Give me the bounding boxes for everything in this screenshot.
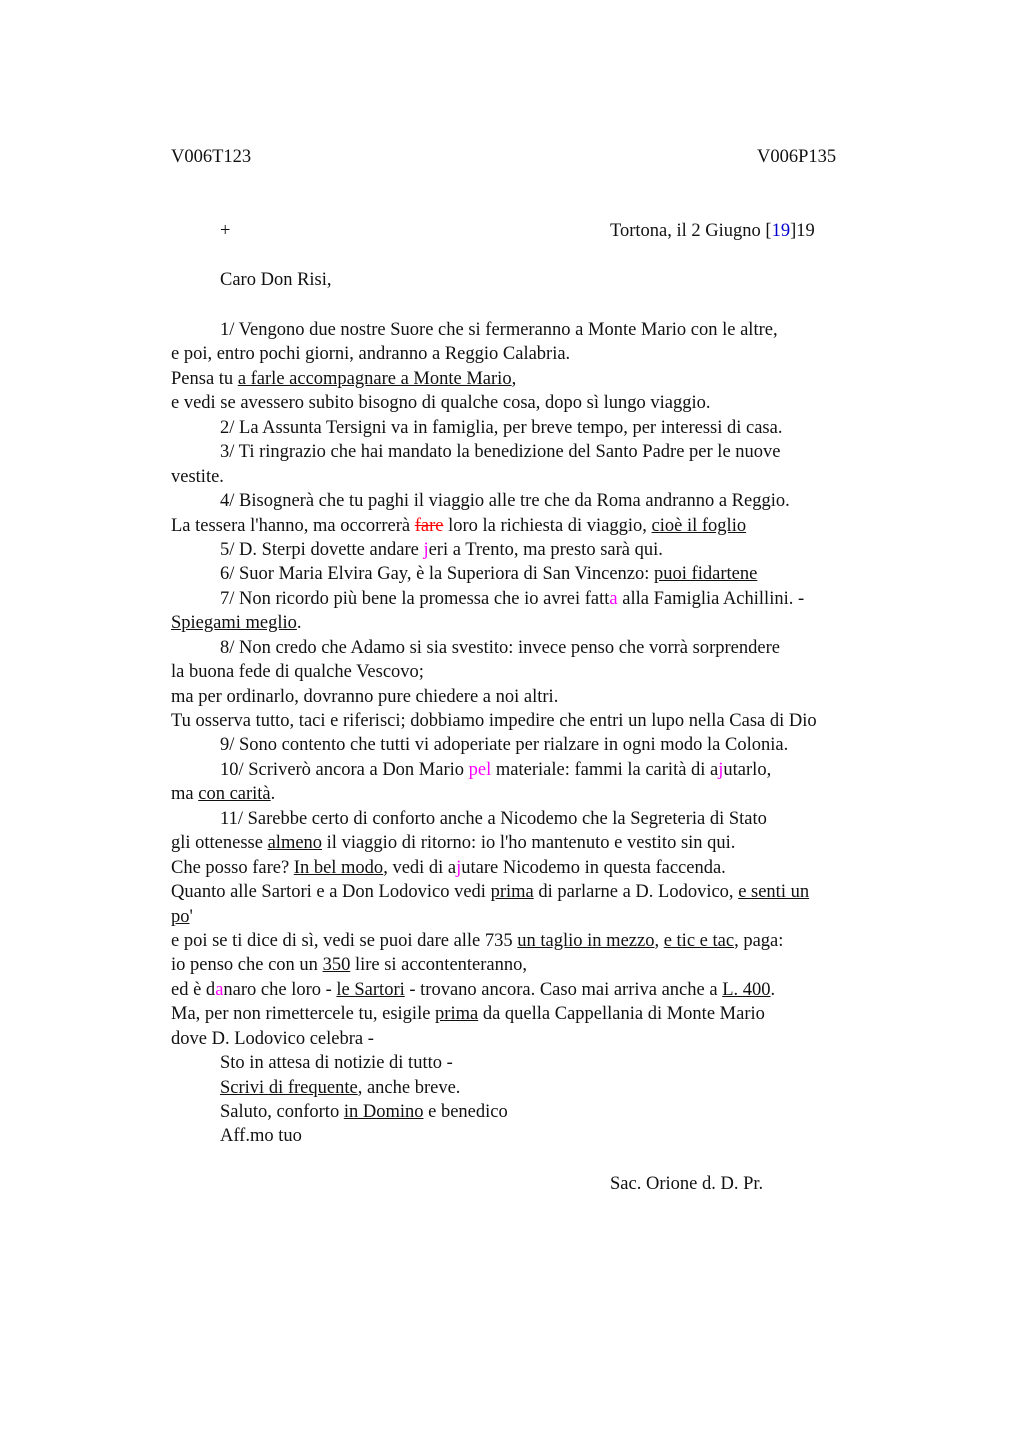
line-22 bbox=[171, 831, 901, 855]
underlined-text: Spiegami meglio bbox=[171, 613, 297, 634]
line-20 bbox=[171, 782, 901, 806]
line-15: la buona fede di qualche Vescovo; bbox=[171, 662, 424, 683]
line-5: 2/ La Assunta Tersigni va in famiglia, per breve tempo, per interessi di casa. bbox=[220, 417, 783, 438]
line-6: 3/ Ti ringrazio che hai mandato la benedizione del Santo Padre per le nuove bbox=[220, 442, 781, 463]
text: , bbox=[511, 368, 517, 389]
line-11 bbox=[171, 562, 901, 586]
underlined-text: almeno bbox=[267, 833, 323, 854]
line-24 bbox=[171, 880, 901, 904]
line-23 bbox=[171, 856, 901, 880]
line-31: Sto in attesa di notizie di tutto - bbox=[220, 1053, 453, 1074]
line-34: Aff.mo tuo bbox=[220, 1126, 302, 1147]
text: ' bbox=[189, 906, 193, 927]
signature: Sac. Orione d. D. Pr. bbox=[610, 1174, 764, 1194]
text: Quanto alle Sartori e a Don Lodovico vedi bbox=[171, 882, 491, 903]
text: alla Famiglia Achillini. - bbox=[617, 588, 805, 609]
underlined-text: Scrivi di frequente bbox=[220, 1077, 358, 1098]
cross-symbol: + bbox=[220, 221, 231, 241]
corrected-word: pel bbox=[468, 759, 492, 780]
line-30: dove D. Lodovico celebra - bbox=[171, 1028, 374, 1049]
text: . bbox=[770, 979, 776, 1000]
date-year-insert: 19 bbox=[771, 221, 791, 241]
text: ed è d bbox=[171, 979, 216, 1000]
corrected-letter: j bbox=[423, 539, 429, 560]
text: , vedi di a bbox=[383, 857, 457, 878]
line-25 bbox=[171, 905, 901, 929]
text: e benedico bbox=[423, 1102, 508, 1122]
text: ma bbox=[171, 784, 199, 805]
text: . bbox=[270, 784, 276, 805]
text: gli ottenesse bbox=[171, 833, 268, 854]
underlined-text: po bbox=[171, 906, 190, 927]
text: , bbox=[654, 930, 664, 951]
underlined-text: puoi fidartene bbox=[654, 564, 758, 585]
text: . bbox=[296, 613, 302, 634]
text: di parlarne a D. Lodovico, bbox=[533, 882, 739, 903]
line-13 bbox=[171, 611, 901, 635]
corrected-letter: j bbox=[718, 759, 724, 780]
line-18: 9/ Sono contento che tutti vi adoperiate per rialzare in ogni modo la Colonia. bbox=[220, 735, 789, 756]
line-14: 8/ Non credo che Adamo si sia svestito: invece penso che vorrà sorprendere bbox=[220, 637, 780, 658]
underlined-text: in Domino bbox=[343, 1102, 424, 1122]
text: La tessera l'hanno, ma occorrerà bbox=[171, 515, 415, 536]
text: utare Nicodemo in questa faccenda. bbox=[461, 857, 726, 878]
underlined-text: un taglio in mezzo bbox=[517, 930, 655, 951]
text: Saluto, conforto bbox=[220, 1102, 344, 1122]
text: io penso che con un bbox=[171, 955, 323, 976]
line-10 bbox=[171, 538, 901, 562]
text: lire si accontenteranno, bbox=[350, 955, 528, 976]
text: 6/ Suor Maria Elvira Gay, è la Superiora di San Vincenzo: bbox=[220, 564, 655, 585]
corrected-letter: j bbox=[456, 857, 462, 878]
text: da quella Cappellania di Monte Mario bbox=[478, 1004, 765, 1025]
underlined-text: e senti un bbox=[738, 882, 810, 903]
line-19 bbox=[171, 758, 901, 782]
document-code-right: V006P135 bbox=[757, 147, 837, 167]
text: il viaggio di ritorno: io l'ho mantenuto e vestito sin qui. bbox=[322, 833, 736, 854]
underlined-text: e tic e tac bbox=[663, 930, 735, 951]
underlined-text: con carità bbox=[198, 784, 271, 805]
underlined-text: prima bbox=[435, 1004, 479, 1025]
underlined-text: le Sartori bbox=[336, 979, 405, 1000]
corrected-letter: a bbox=[215, 979, 224, 1000]
underlined-text: prima bbox=[490, 882, 534, 903]
text: 10/ Scriverò ancora a Don Mario bbox=[220, 759, 469, 780]
text: 5/ D. Sterpi dovette andare bbox=[220, 539, 424, 560]
underlined-text: L. 400 bbox=[722, 979, 771, 1000]
document-code-left: V006T123 bbox=[171, 147, 252, 167]
line-27 bbox=[171, 953, 901, 977]
line-28 bbox=[171, 978, 901, 1002]
line-12 bbox=[171, 587, 901, 611]
text: e poi se ti dice di sì, vedi se puoi dare alle 735 bbox=[171, 930, 518, 951]
line-1: 1/ Vengono due nostre Suore che si fermeranno a Monte Mario con le altre, bbox=[220, 320, 778, 340]
text: naro che loro - bbox=[223, 979, 337, 1000]
line-2: e poi, entro pochi giorni, andranno a Reggio Calabria. bbox=[171, 344, 571, 365]
line-3 bbox=[171, 367, 901, 391]
text: Che posso fare? bbox=[171, 857, 294, 878]
text: , paga: bbox=[734, 930, 784, 951]
line-33 bbox=[171, 1100, 901, 1124]
line-16: ma per ordinarlo, dovranno pure chiedere a noi altri. bbox=[171, 686, 559, 707]
text: utarlo, bbox=[723, 759, 772, 780]
corrected-letter: a bbox=[609, 588, 618, 609]
line-17: Tu osserva tutto, taci e riferisci; dobbiamo impedire che entri un lupo nella Casa di Dio bbox=[171, 711, 817, 731]
line-7: vestite. bbox=[171, 466, 224, 487]
underlined-text: cioè il foglio bbox=[651, 515, 747, 536]
deleted-word: fare bbox=[414, 515, 444, 536]
text: eri a Trento, ma presto sarà qui. bbox=[428, 539, 663, 560]
text: Ma, per non rimettercele tu, esigile bbox=[171, 1004, 436, 1025]
text: Pensa tu bbox=[171, 368, 238, 389]
line-4: e vedi se avessero subito bisogno di qualche cosa, dopo sì lungo viaggio. bbox=[171, 393, 711, 414]
text: , anche breve. bbox=[357, 1077, 461, 1098]
date-suffix: ]19 bbox=[790, 221, 815, 241]
line-9 bbox=[171, 514, 901, 538]
date-prefix: Tortona, il 2 Giugno [ bbox=[610, 221, 772, 241]
text: - trovano ancora. Caso mai arriva anche a bbox=[404, 979, 723, 1000]
underlined-text: a farle accompagnare a Monte Mario bbox=[237, 368, 512, 389]
line-26 bbox=[171, 929, 901, 953]
text: loro la richiesta di viaggio, bbox=[443, 515, 652, 536]
line-21: 11/ Sarebbe certo di conforto anche a Nicodemo che la Segreteria di Stato bbox=[220, 808, 767, 829]
underlined-text: In bel modo bbox=[293, 857, 384, 878]
text: materiale: fammi la carità di a bbox=[491, 759, 719, 780]
text: 7/ Non ricordo più bene la promessa che io avrei fatt bbox=[220, 588, 610, 609]
salutation: Caro Don Risi, bbox=[220, 270, 332, 290]
line-32 bbox=[171, 1076, 901, 1100]
underlined-text: 350 bbox=[322, 955, 351, 976]
line-29 bbox=[171, 1002, 901, 1026]
dateline bbox=[610, 221, 815, 242]
line-8: 4/ Bisognerà che tu paghi il viaggio alle tre che da Roma andranno a Reggio. bbox=[220, 491, 790, 512]
letter-body bbox=[171, 318, 901, 1149]
